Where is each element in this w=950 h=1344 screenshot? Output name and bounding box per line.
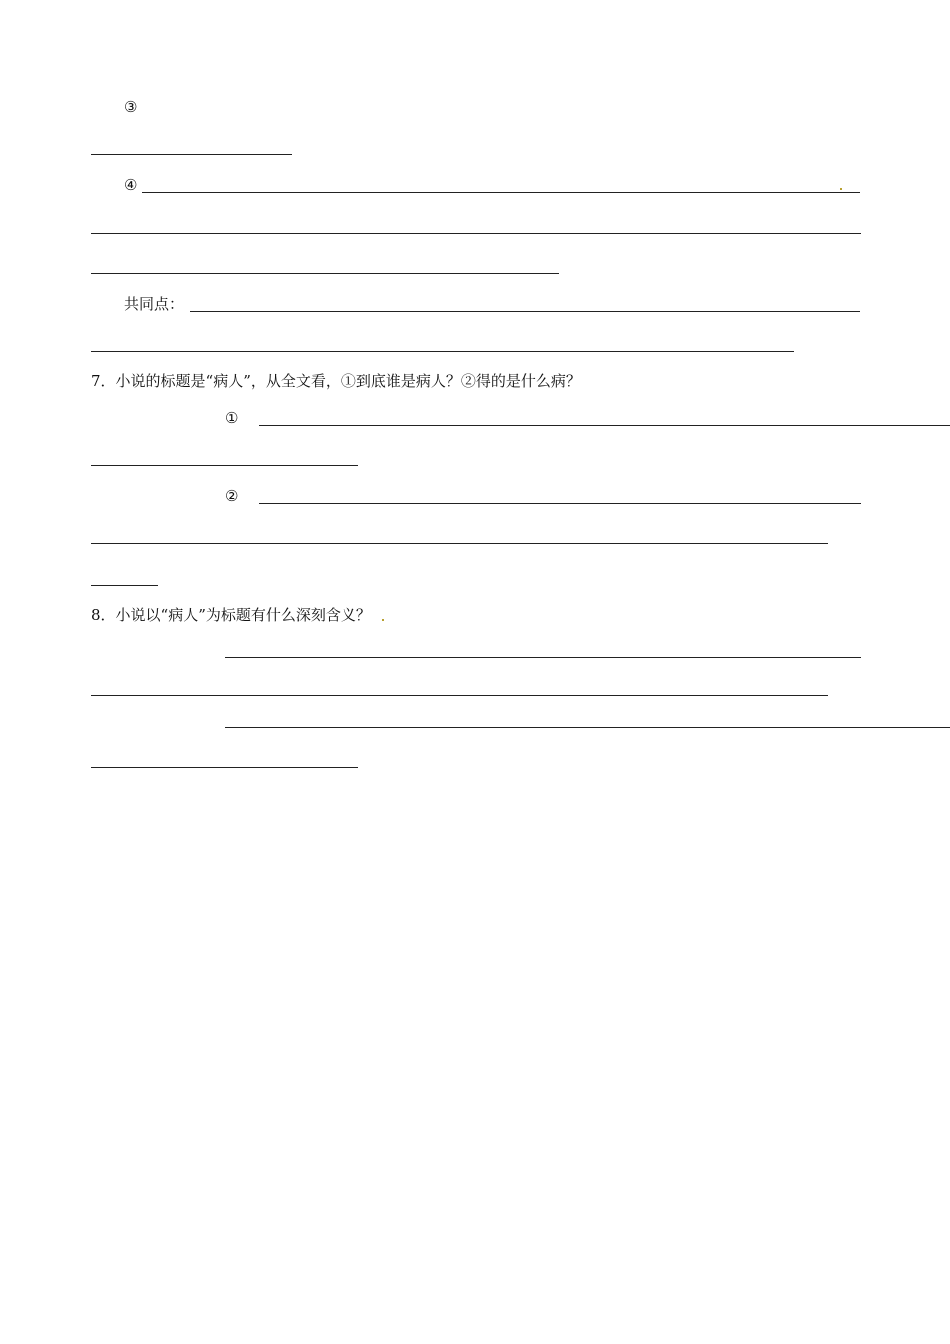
answer-line-3a[interactable] — [91, 154, 292, 155]
question-8: 8．小说以“病人”为标题有什么深刻含义？ — [91, 606, 371, 624]
circle-3-marker: ③ — [124, 98, 138, 116]
q7-answer-line-2a[interactable] — [259, 503, 861, 504]
ink-dot — [840, 188, 842, 190]
circle-4-marker: ④ — [124, 176, 138, 194]
q8-answer-line-b[interactable] — [91, 695, 828, 696]
q8-answer-line-c[interactable] — [225, 727, 950, 728]
q7-sub-1-marker: ① — [225, 409, 239, 427]
answer-line-4a[interactable] — [142, 192, 860, 193]
q7-answer-line-2b[interactable] — [91, 543, 828, 544]
q7-answer-line-1a[interactable] — [259, 425, 950, 426]
q7-sub-2-marker: ② — [225, 487, 239, 505]
q8-answer-line-d[interactable] — [91, 767, 358, 768]
q7-answer-line-1b[interactable] — [91, 465, 358, 466]
q7-answer-line-2c[interactable] — [91, 585, 158, 586]
ink-dot — [382, 619, 384, 621]
common-points-label: 共同点： — [124, 295, 185, 313]
answer-line-common-b[interactable] — [91, 351, 794, 352]
q8-answer-line-a[interactable] — [225, 657, 861, 658]
question-7: 7．小说的标题是“病人”，从全文看，①到底谁是病人？②得的是什么病？ — [91, 372, 581, 390]
answer-line-4b[interactable] — [91, 233, 861, 234]
answer-line-common-a[interactable] — [190, 311, 860, 312]
answer-line-4c[interactable] — [91, 273, 559, 274]
